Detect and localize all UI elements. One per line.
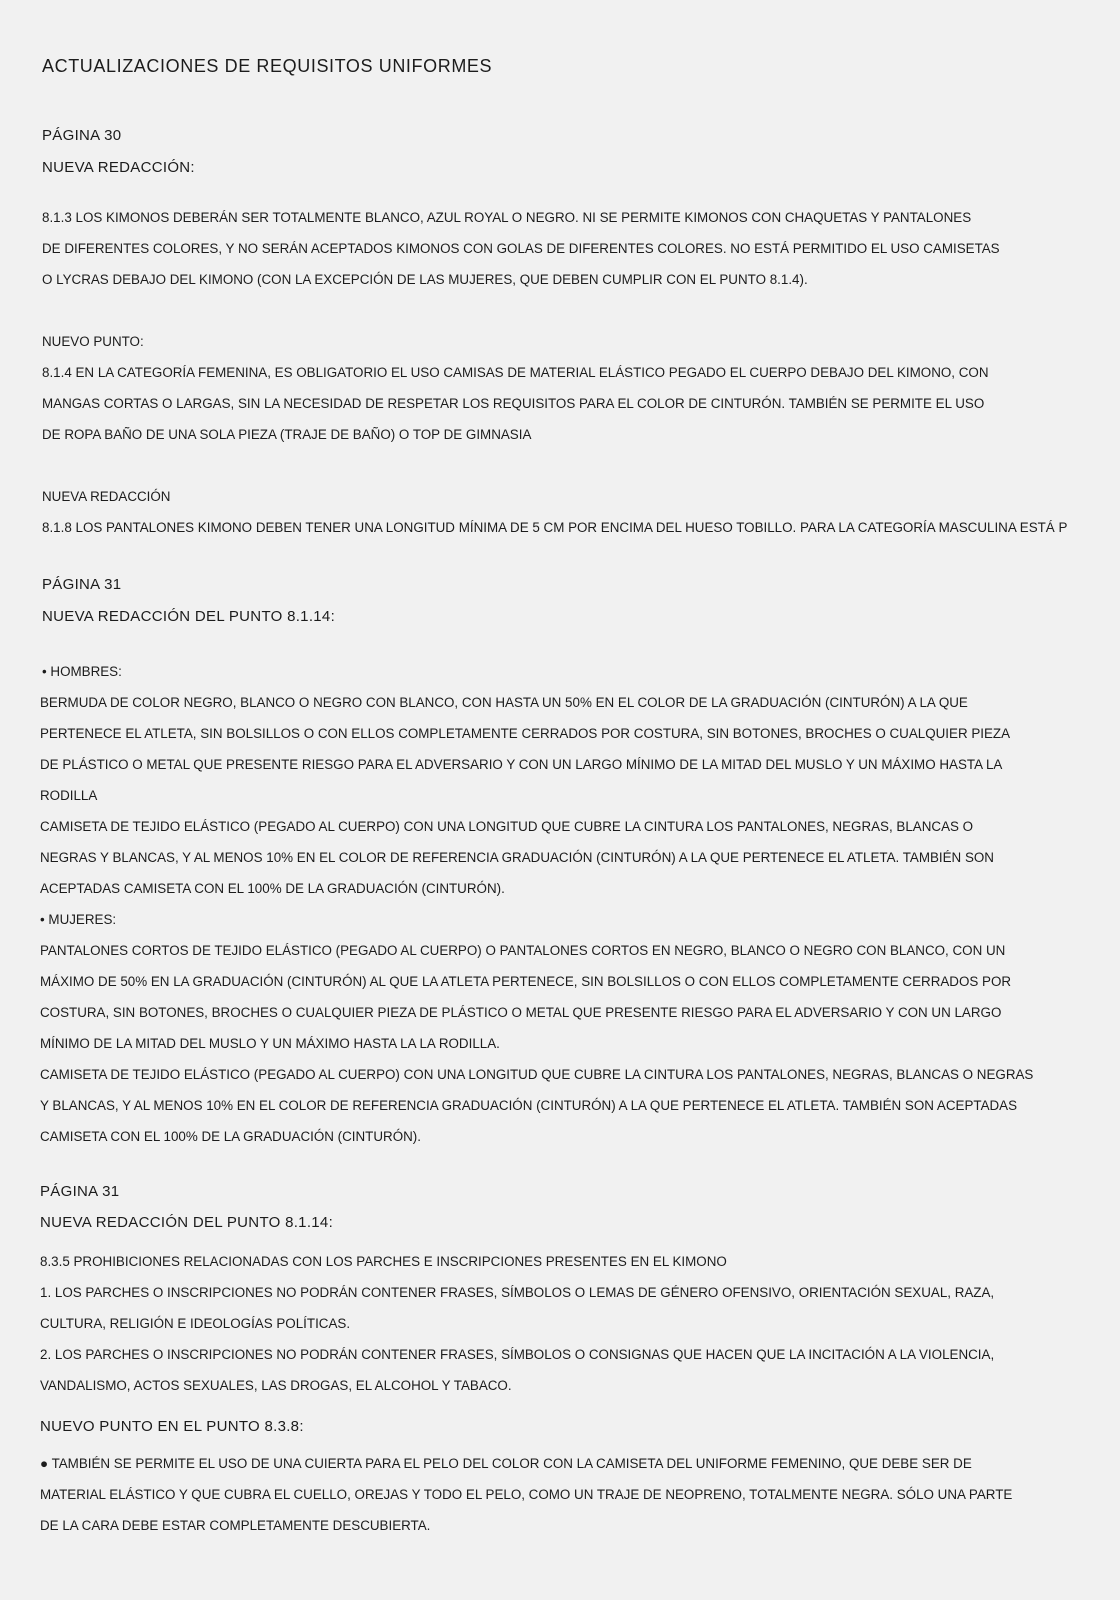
- paragraph-8-3-8-line: MATERIAL ELÁSTICO Y QUE CUBRA EL CUELLO, OREJAS Y TODO EL PELO, COMO UN TRAJE DE NEOPRENO, TOTALMENTE NEGRA. SÓLO UNA PARTE: [40, 1487, 1013, 1502]
- women-line: MÍNIMO DE LA MITAD DEL MUSLO Y UN MÁXIMO HASTA LA LA RODILLA.: [40, 1036, 500, 1051]
- men-line: RODILLA: [40, 788, 98, 803]
- women-line: CAMISETA DE TEJIDO ELÁSTICO (PEGADO AL CUERPO) CON UNA LONGITUD QUE CUBRE LA CINTURA LOS PANTALONES, NEGRAS, BLANCAS O NEGRAS: [40, 1067, 1034, 1082]
- section2-heading: NUEVA REDACCIÓN DEL PUNTO 8.1.14:: [42, 608, 336, 625]
- men-line: BERMUDA DE COLOR NEGRO, BLANCO O NEGRO CON BLANCO, CON HASTA UN 50% EN EL COLOR DE LA GRADUACIÓN (CINTURÓN) A LA QUE: [40, 695, 968, 710]
- paragraph-8-3-5-line: CULTURA, RELIGIÓN E IDEOLOGÍAS POLÍTICAS.: [40, 1316, 351, 1331]
- paragraph-8-1-8-line: 8.1.8 LOS PANTALONES KIMONO DEBEN TENER UNA LONGITUD MÍNIMA DE 5 CM POR ENCIMA DEL HUESO TOBILLO. PARA LA CATEGORÍA MASCULINA ESTÁ P: [42, 520, 1068, 535]
- paragraph-8-3-8-line: ● TAMBIÉN SE PERMITE EL USO DE UNA CUIERTA PARA EL PELO DEL COLOR CON LA CAMISETA DEL UNIFORME FEMENINO, QUE DEBE SER DE: [40, 1456, 972, 1471]
- section1-page-label: PÁGINA 30: [42, 127, 122, 144]
- paragraph-8-1-3-line: DE DIFERENTES COLORES, Y NO SERÁN ACEPTADOS KIMONOS CON GOLAS DE DIFERENTES COLORES. NO ESTÁ PERMITIDO EL USO CAMISETAS: [42, 241, 1000, 256]
- men-line: DE PLÁSTICO O METAL QUE PRESENTE RIESGO PARA EL ADVERSARIO Y CON UN LARGO MÍNIMO DE LA MITAD DEL MUSLO Y UN MÁXIMO HASTA LA: [40, 757, 1003, 772]
- men-line: NEGRAS Y BLANCAS, Y AL MENOS 10% EN EL COLOR DE REFERENCIA GRADUACIÓN (CINTURÓN) A LA QUE PERTENECE EL ATLETA. TAMBIÉN SON: [40, 850, 994, 865]
- paragraph-8-3-8-line: DE LA CARA DEBE ESTAR COMPLETAMENTE DESCUBIERTA.: [40, 1518, 431, 1533]
- women-line: MÁXIMO DE 50% EN LA GRADUACIÓN (CINTURÓN) AL QUE LA ATLETA PERTENECE, SIN BOLSILLOS O CON ELLOS COMPLETAMENTE CERRADOS POR: [40, 974, 1012, 989]
- section2-page-label: PÁGINA 31: [42, 576, 122, 593]
- women-line: CAMISETA CON EL 100% DE LA GRADUACIÓN (CINTURÓN).: [40, 1129, 421, 1144]
- paragraph-8-1-3-line: 8.1.3 LOS KIMONOS DEBERÁN SER TOTALMENTE BLANCO, AZUL ROYAL O NEGRO. NI SE PERMITE KIMONOS CON CHAQUETAS Y PANTALONES: [42, 210, 972, 225]
- men-line: PERTENECE EL ATLETA, SIN BOLSILLOS O CON ELLOS COMPLETAMENTE CERRADOS POR COSTURA, SIN BOTONES, BROCHES O CUALQUIER PIEZA: [40, 726, 1011, 741]
- paragraph-8-1-4-line: DE ROPA BAÑO DE UNA SOLA PIEZA (TRAJE DE BAÑO) O TOP DE GIMNASIA: [42, 427, 532, 442]
- women-label: • MUJERES:: [40, 912, 117, 927]
- paragraph-8-1-3-line: O LYCRAS DEBAJO DEL KIMONO (CON LA EXCEPCIÓN DE LAS MUJERES, QUE DEBEN CUMPLIR CON EL PUNTO 8.1.4).: [42, 272, 808, 287]
- section1-heading: NUEVA REDACCIÓN:: [42, 159, 195, 176]
- paragraph-8-3-5-line: 8.3.5 PROHIBICIONES RELACIONADAS CON LOS PARCHES E INSCRIPCIONES PRESENTES EN EL KIMONO: [40, 1254, 727, 1269]
- document-title: ACTUALIZACIONES DE REQUISITOS UNIFORMES: [42, 56, 493, 76]
- paragraph-8-3-5-line: VANDALISMO, ACTOS SEXUALES, LAS DROGAS, EL ALCOHOL Y TABACO.: [40, 1378, 512, 1393]
- section3-page-label: PÁGINA 31: [40, 1183, 120, 1200]
- section4-heading: NUEVO PUNTO EN EL PUNTO 8.3.8:: [40, 1418, 304, 1435]
- paragraph-8-3-5-line: 1. LOS PARCHES O INSCRIPCIONES NO PODRÁN CONTENER FRASES, SÍMBOLOS O LEMAS DE GÉNERO OFENSIVO, ORIENTACIÓN SEXUAL, RAZA,: [40, 1285, 995, 1300]
- paragraph-8-1-4-line: MANGAS CORTAS O LARGAS, SIN LA NECESIDAD DE RESPETAR LOS REQUISITOS PARA EL COLOR DE CINTURÓN. TAMBIÉN SE PERMITE EL USO: [42, 396, 985, 411]
- women-line: COSTURA, SIN BOTONES, BROCHES O CUALQUIER PIEZA DE PLÁSTICO O METAL QUE PRESENTE RIESGO PARA EL ADVERSARIO Y CON UN LARGO: [40, 1005, 1002, 1020]
- men-label: • HOMBRES:: [42, 664, 122, 679]
- paragraph-8-3-5-line: 2. LOS PARCHES O INSCRIPCIONES NO PODRÁN CONTENER FRASES, SÍMBOLOS O CONSIGNAS QUE HACEN QUE LA INCITACIÓN A LA VIOLENCIA,: [40, 1347, 995, 1362]
- new-wording-label: NUEVA REDACCIÓN: [42, 489, 171, 504]
- women-line: Y BLANCAS, Y AL MENOS 10% EN EL COLOR DE REFERENCIA GRADUACIÓN (CINTURÓN) A LA QUE PERTENECE EL ATLETA. TAMBIÉN SON ACEPTADAS: [40, 1098, 1018, 1113]
- paragraph-8-1-4-line: 8.1.4 EN LA CATEGORÍA FEMENINA, ES OBLIGATORIO EL USO CAMISAS DE MATERIAL ELÁSTICO PEGADO EL CUERPO DEBAJO DEL KIMONO, CON: [42, 365, 989, 380]
- men-line: ACEPTADAS CAMISETA CON EL 100% DE LA GRADUACIÓN (CINTURÓN).: [40, 881, 505, 896]
- new-point-label: NUEVO PUNTO:: [42, 334, 144, 349]
- men-line: CAMISETA DE TEJIDO ELÁSTICO (PEGADO AL CUERPO) CON UNA LONGITUD QUE CUBRE LA CINTURA LOS PANTALONES, NEGRAS, BLANCAS O: [40, 819, 974, 834]
- section3-heading: NUEVA REDACCIÓN DEL PUNTO 8.1.14:: [40, 1214, 334, 1231]
- women-line: PANTALONES CORTOS DE TEJIDO ELÁSTICO (PEGADO AL CUERPO) O PANTALONES CORTOS EN NEGRO, BLANCO O NEGRO CON BLANCO, CON UN: [40, 943, 1006, 958]
